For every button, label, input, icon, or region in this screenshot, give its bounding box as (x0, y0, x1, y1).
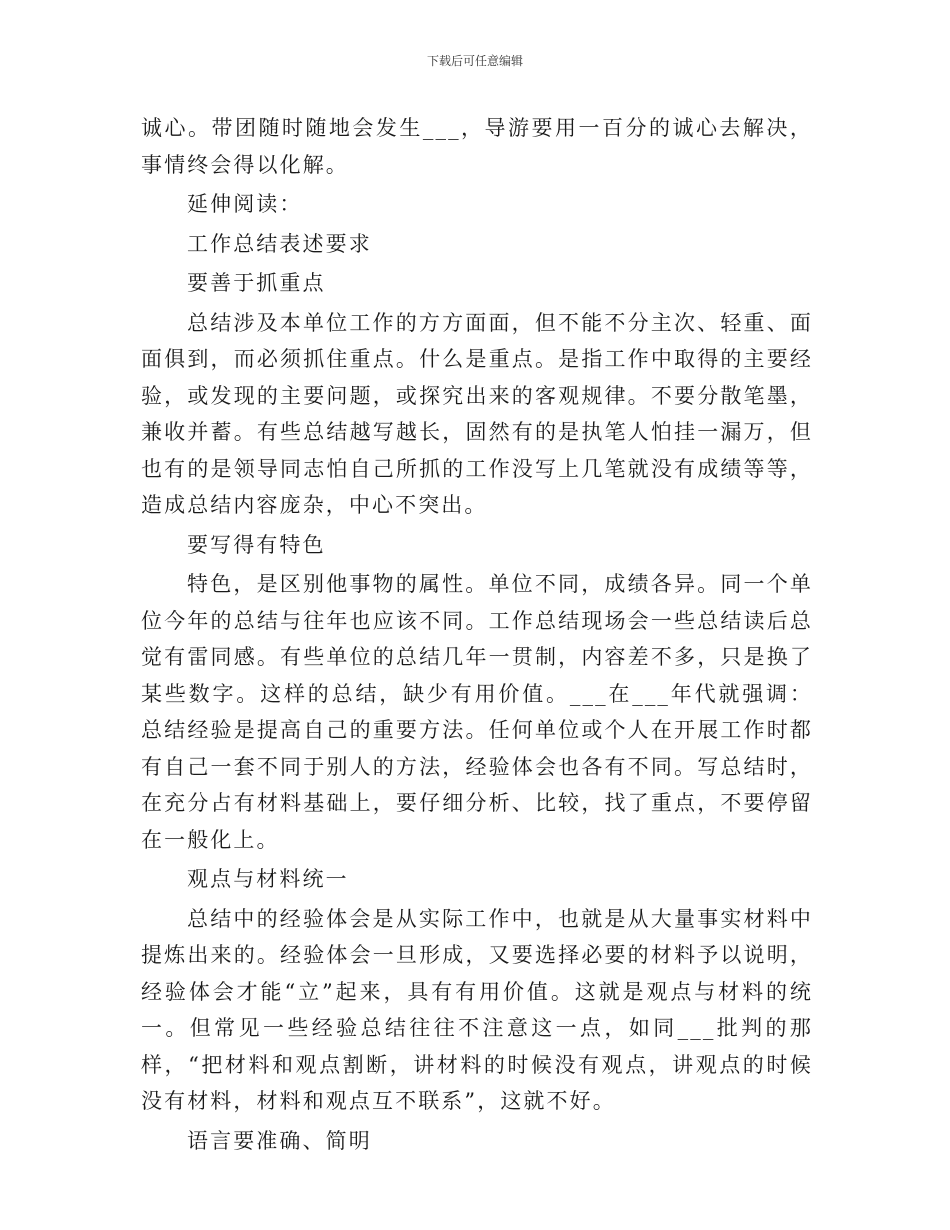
paragraph-viewpoint-material: 总结中的经验体会是从实际工作中，也就是从大量事实材料中提炼出来的。经验体会一旦形成，又要选择必要的材料予以说明，经验体会才能“立”起来，具有有用价值。这就是观点与材料的统一。但常见一些经验总结往往不注意这一点，如同___批判的那样，“把材料和观点割断，讲材料的时候没有观点，讲观点的时候没有材料，材料和观点互不联系”，这就不好。 (141, 906, 813, 1113)
heading-viewpoint-material: 观点与材料统一 (187, 867, 349, 891)
heading-focus-key-points: 要善于抓重点 (187, 271, 326, 295)
paragraph-distinctive: 特色，是区别他事物的属性。单位不同，成绩各异。同一个单位今年的总结与往年也应该不同。工作总结现场会一些总结读后总觉有雷同感。有些单位的总结几年一贯制，内容差不多，只是换了某些数字。这样的总结，缺少有用价值。___在___年代就强调：总结经验是提高自己的重要方法。任何单位或个人在开展工作时都有自己一套不同于别人的方法，经验体会也各有不同。写总结时，在充分占有材料基础上，要仔细分析、比较，找了重点，不要停留在一般化上。 (141, 572, 813, 852)
heading-extended-reading: 延伸阅读： (187, 192, 303, 216)
heading-distinctive: 要写得有特色 (187, 532, 326, 557)
page-header: 下载后可任意编辑 (426, 54, 523, 68)
paragraph-sincerity: 诚心。带团随时随地会发生___，导游要用一百分的诚心去解决，事情终会得以化解。 (141, 116, 813, 177)
heading-language-accurate: 语言要准确、简明 (187, 1128, 372, 1153)
heading-summary-requirements: 工作总结表述要求 (187, 231, 372, 256)
document-body (141, 110, 813, 1162)
paragraph-focus-key-points: 总结涉及本单位工作的方方面面，但不能不分主次、轻重、面面俱到，而必须抓住重点。什么是重点。是指工作中取得的主要经验，或发现的主要问题，或探究出来的客观规律。不要分散笔墨，兼收并蓄。有些总结越写越长，固然有的是执笔人怕挂一漏万，但也有的是领导同志怕自己所抓的工作没写上几笔就没有成绩等等，造成总结内容庞杂，中心不突出。 (141, 310, 813, 517)
